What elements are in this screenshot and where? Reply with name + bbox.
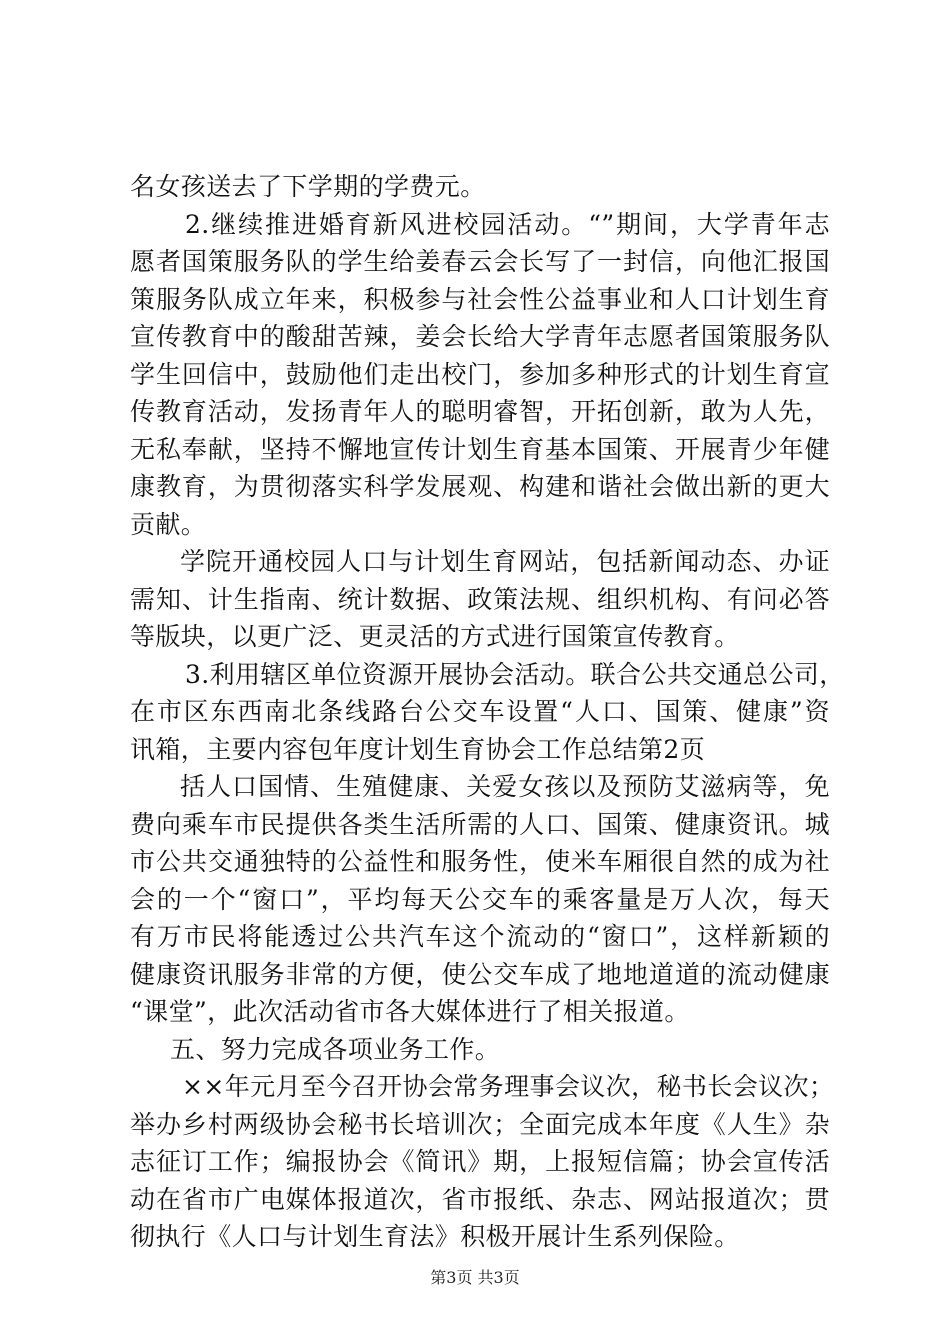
text-line: 宣传教育中的酸甜苦辣，姜会长给大学青年志愿者国策服务队: [130, 322, 830, 351]
text-line: 策服务队成立年来，积极参与社会性公益事业和人口计划生育: [130, 284, 830, 314]
page-number-footer: 第3页 共3页: [430, 1268, 520, 1287]
text-line: 康教育，为贯彻落实科学发展观、构建和谐社会做出新的更大: [130, 472, 830, 501]
text-line: 括人口国情、生殖健康、关爱女孩以及预防艾滋病等，免: [180, 772, 830, 801]
text-line: 有万市民将能透过公共汽车这个流动的“窗口”，这样新颖的: [130, 922, 830, 951]
text-line: 3.利用辖区单位资源开展协会活动。联合公共交通总公司，: [185, 659, 845, 689]
text-line: 彻执行《人口与计划生育法》积极开展计生系列保险。: [130, 1222, 740, 1251]
text-line: 健康资讯服务非常的方便，使公交车成了地地道道的流动健康: [130, 959, 830, 989]
text-line: “课堂”，此次活动省市各大媒体进行了相关报道。: [130, 997, 690, 1026]
text-line: 无私奉献，坚持不懈地宣传计划生育基本国策、开展青少年健: [130, 434, 830, 464]
text-line: 讯箱，主要内容包年度计划生育协会工作总结第2页: [130, 734, 706, 764]
text-line: 会的一个“窗口”，平均每天公交车的乘客量是万人次，每天: [130, 884, 830, 914]
text-line: 2.继续推进婚育新风进校园活动。“”期间，大学青年志: [185, 209, 830, 239]
text-line: 等版块，以更广泛、更灵活的方式进行国策宣传教育。: [130, 622, 740, 651]
text-line: ××年元月至今召开协会常务理事会议次，秘书长会议次；: [182, 1072, 835, 1101]
text-line: 需知、计生指南、统计数据、政策法规、组织机构、有问必答: [130, 584, 830, 614]
text-line: 在市区东西南北条线路台公交车设置“人口、国策、健康”资: [130, 697, 830, 726]
document-body: [130, 168, 845, 1256]
text-line: 学院开通校园人口与计划生育网站，包括新闻动态、办证: [180, 547, 830, 576]
text-line: 市公共交通独特的公益性和服务性，使米车厢很自然的成为社: [130, 847, 830, 876]
section-heading: 五、努力完成各项业务工作。: [170, 1034, 501, 1064]
text-line: 愿者国策服务队的学生给姜春云会长写了一封信，向他汇报国: [130, 247, 830, 276]
text-line: 传教育活动，发扬青年人的聪明睿智，开拓创新，敢为人先，: [130, 397, 830, 426]
text-line: 学生回信中，鼓励他们走出校门，参加多种形式的计划生育宣: [130, 359, 830, 389]
text-line: 动在省市广电媒体报道次，省市报纸、杂志、网站报道次；贯: [130, 1184, 830, 1214]
text-line: 名女孩送去了下学期的学费元。: [130, 172, 486, 201]
text-line: 费向乘车市民提供各类生活所需的人口、国策、健康资讯。城: [130, 809, 830, 839]
text-line: 举办乡村两级协会秘书长培训次；全面完成本年度《人生》杂: [130, 1109, 830, 1139]
text-line: 贡献。: [130, 509, 207, 539]
text-line: 志征订工作；编报协会《简讯》期，上报短信篇；协会宣传活: [130, 1147, 830, 1176]
